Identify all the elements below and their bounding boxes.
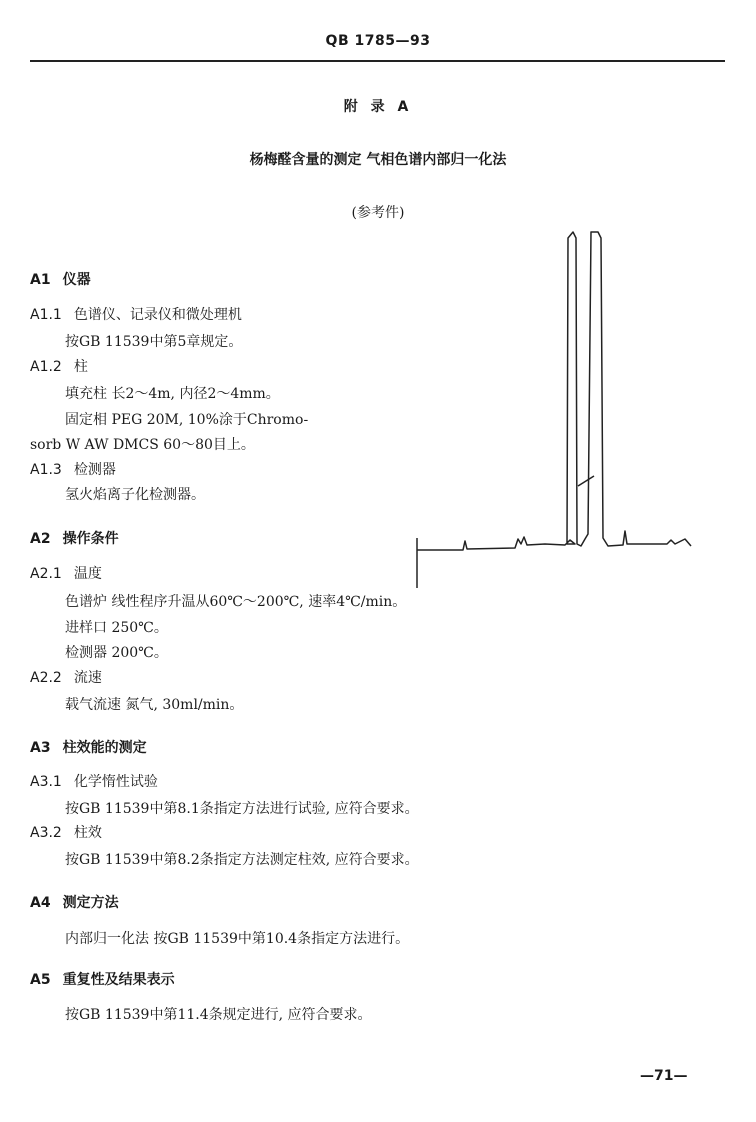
section-a2 [30,528,119,548]
section-number: A3 [30,740,51,756]
section-a3 [30,737,147,757]
subsection-a1-3 [30,459,116,479]
header-rule [30,60,725,62]
a1-2-text-2: 固定相 PEG 20M, 10%涂于Chromo- [65,412,309,428]
document-code-header: QB 1785—93 [325,33,431,49]
a2-2-text: 载气流速 氮气, 30ml/min。 [65,697,244,713]
appendix-title: 杨梅醛含量的测定 气相色谱内部归一化法 [249,152,507,168]
section-title: 柱效能的测定 [62,740,147,756]
subsection-number: A2.1 [30,566,62,582]
section-number: A4 [30,895,51,911]
subsection-a2-2 [30,667,102,687]
section-a1 [30,269,91,289]
subsection-number: A3.1 [30,774,62,790]
subsection-title: 色谱仪、记录仪和微处理机 [73,307,242,323]
section-number: A1 [30,272,51,288]
subsection-a3-2 [30,822,102,842]
a2-1-text-2: 进样口 250℃。 [65,620,168,636]
section-number: A2 [30,531,51,547]
peak-marker [578,476,594,486]
subsection-number: A1.2 [30,359,62,375]
page-number: —71— [640,1068,688,1084]
subsection-a1-2 [30,356,88,376]
section-title: 测定方法 [62,895,119,911]
section-title: 仪器 [62,272,91,288]
a3-1-text: 按GB 11539中第8.1条指定方法进行试验, 应符合要求。 [65,801,419,817]
a1-2-text-3: sorb W AW DMCS 60～80目上。 [30,437,255,453]
subsection-number: A1.1 [30,307,62,323]
section-a5 [30,969,175,989]
subsection-title: 检测器 [73,462,116,478]
subsection-number: A1.3 [30,462,62,478]
subsection-a3-1 [30,771,158,791]
appendix-note: (参考件) [351,205,405,221]
subsection-a1-1 [30,304,242,324]
a1-1-text: 按GB 11539中第5章规定。 [65,334,243,350]
a2-1-text-3: 检测器 200℃。 [65,645,168,661]
a1-2-text-1: 填充柱 长2～4m, 内径2～4mm。 [65,386,280,402]
a3-2-text: 按GB 11539中第8.2条指定方法测定柱效, 应符合要求。 [65,852,419,868]
subsection-a2-1 [30,563,102,583]
chromatogram-figure [405,228,700,593]
appendix-label: 附 录 A [343,99,413,115]
subsection-title: 化学惰性试验 [73,774,158,790]
subsection-title: 柱效 [73,825,102,841]
subsection-number: A3.2 [30,825,62,841]
a2-1-text-1: 色谱炉 线性程序升温从60℃～200℃, 速率4℃/min。 [65,594,407,610]
section-a4 [30,892,119,912]
section-number: A5 [30,972,51,988]
subsection-title: 流速 [73,670,102,686]
chromatogram-trace [417,232,691,550]
subsection-title: 柱 [73,359,88,375]
subsection-title: 温度 [73,566,102,582]
section-title: 操作条件 [62,531,119,547]
a4-text: 内部归一化法 按GB 11539中第10.4条指定方法进行。 [65,931,410,947]
subsection-number: A2.2 [30,670,62,686]
a5-text: 按GB 11539中第11.4条规定进行, 应符合要求。 [65,1007,372,1023]
a1-3-text: 氢火焰离子化检测器。 [65,487,205,503]
section-title: 重复性及结果表示 [62,972,175,988]
